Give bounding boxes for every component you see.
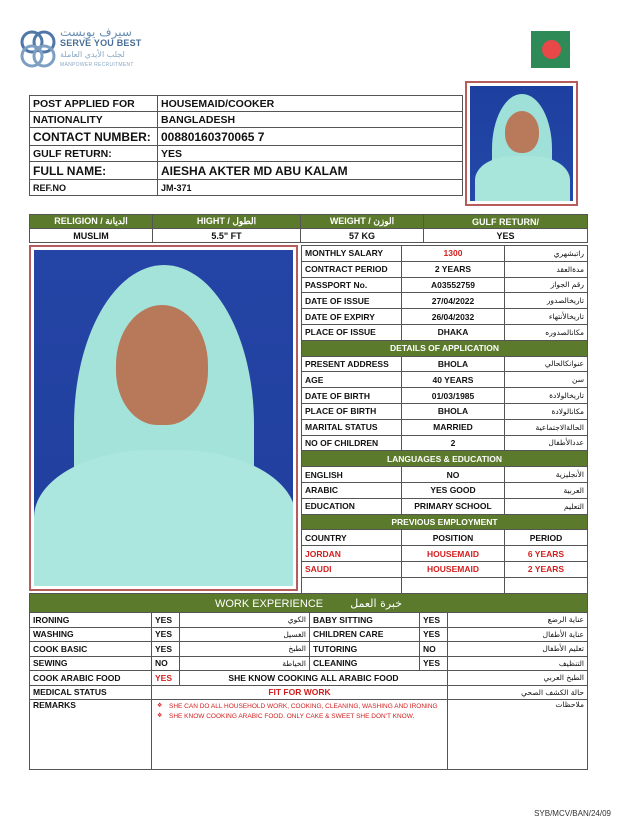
- detail-arabic-label: عنوانكالحالي: [505, 356, 588, 372]
- medical-arabic: حالة الكشف الصحي: [448, 685, 588, 700]
- detail-arabic-label: تاريخالصدور: [505, 293, 588, 309]
- info-row: [30, 162, 463, 180]
- employment-position: HOUSEMAID: [402, 561, 505, 577]
- work-experience-title-arabic: خبرة العمل: [350, 596, 403, 610]
- skill-arabic: عناية الأطفال: [448, 627, 588, 642]
- skill-label: TUTORING: [310, 642, 420, 657]
- detail-arabic-label: العربية: [505, 482, 588, 498]
- detail-label: DATE OF BIRTH: [302, 388, 402, 404]
- employment-country: JORDAN: [302, 546, 402, 562]
- detail-arabic-label: مدةالعقد: [505, 261, 588, 277]
- detail-label: PRESENT ADDRESS: [302, 356, 402, 372]
- medical-row: [30, 685, 588, 700]
- info-value: HOUSEMAID/COOKER: [158, 96, 463, 112]
- skill-arabic: تعليم الأطفال: [448, 642, 588, 657]
- detail-label: NO OF CHILDREN: [302, 435, 402, 451]
- detail-label: ARABIC: [302, 482, 402, 498]
- detail-label: ENGLISH: [302, 467, 402, 483]
- detail-row: [302, 261, 588, 277]
- employment-header-row: [302, 530, 588, 546]
- detail-label: AGE: [302, 372, 402, 388]
- employment-col-country: COUNTRY: [302, 530, 402, 546]
- detail-arabic-label: الأنجليزية: [505, 467, 588, 483]
- document-reference: SYB/MCV/BAN/24/09: [534, 809, 611, 818]
- skill-value: NO: [152, 656, 180, 671]
- info-label: NATIONALITY: [30, 112, 158, 128]
- work-experience-table: [29, 593, 588, 770]
- skill-label: CHILDREN CARE: [310, 627, 420, 642]
- religion-header: RELIGION / الديانة: [30, 215, 153, 229]
- detail-value: 2 YEARS: [402, 261, 505, 277]
- employment-row: [302, 561, 588, 577]
- detail-label: PASSPORT No.: [302, 277, 402, 293]
- portrait-small: [465, 81, 578, 206]
- detail-arabic-label: تاريخالولادة: [505, 388, 588, 404]
- detail-arabic-label: راتبشهري: [505, 246, 588, 262]
- work-skill-row: [30, 656, 588, 671]
- bangladesh-flag-icon: [531, 31, 570, 68]
- detail-value: DHAKA: [402, 324, 505, 340]
- info-label: POST APPLIED FOR: [30, 96, 158, 112]
- skill-value: YES: [152, 642, 180, 657]
- info-value: JM-371: [158, 180, 463, 196]
- remarks-arabic: ملاحظات: [448, 700, 588, 770]
- detail-row: [302, 324, 588, 340]
- detail-value: 40 YEARS: [402, 372, 505, 388]
- employment-period: 2 YEARS: [505, 561, 588, 577]
- detail-label: PLACE OF BIRTH: [302, 403, 402, 419]
- info-label: REF.NO: [30, 180, 158, 196]
- info-label: FULL NAME:: [30, 162, 158, 180]
- skill-value: YES: [420, 613, 448, 628]
- skill-value: YES: [420, 656, 448, 671]
- detail-value: YES GOOD: [402, 482, 505, 498]
- detail-arabic-label: مكانالصدوره: [505, 324, 588, 340]
- languages-section-header: LANGUAGES & EDUCATION: [302, 451, 588, 467]
- logo-arabic-text: سيرف يوبست: [60, 25, 132, 39]
- detail-row: [302, 356, 588, 372]
- detail-row: [302, 277, 588, 293]
- detail-row: [302, 482, 588, 498]
- detail-row: [302, 293, 588, 309]
- detail-arabic-label: الحالةالاجتماعية: [505, 419, 588, 435]
- detail-row: [302, 388, 588, 404]
- employment-col-position: POSITION: [402, 530, 505, 546]
- religion-value: MUSLIM: [30, 229, 153, 243]
- attributes-table: [29, 214, 588, 243]
- skill-value: NO: [420, 642, 448, 657]
- height-value: 5.5" FT: [153, 229, 301, 243]
- logo-english-text: SERVE YOU BEST: [60, 38, 142, 48]
- info-row: [30, 180, 463, 196]
- detail-row: [302, 467, 588, 483]
- cook-arabic-value: YES: [152, 671, 180, 686]
- skill-value: YES: [152, 627, 180, 642]
- detail-label: MARITAL STATUS: [302, 419, 402, 435]
- skill-value: YES: [152, 613, 180, 628]
- attributes-value-row: [30, 229, 588, 243]
- detail-arabic-label: مكانالولادة: [505, 403, 588, 419]
- detail-value: 2: [402, 435, 505, 451]
- detail-row: [302, 498, 588, 514]
- skill-label: COOK BASIC: [30, 642, 152, 657]
- info-value: YES: [158, 146, 463, 162]
- remarks-list: [155, 700, 444, 724]
- weight-value: 57 KG: [301, 229, 424, 243]
- skill-arabic: الكوي: [180, 613, 310, 628]
- skill-value: YES: [420, 627, 448, 642]
- work-skill-row: [30, 642, 588, 657]
- work-experience-title: WORK EXPERIENCE: [214, 597, 324, 610]
- skill-arabic: التنظيف: [448, 656, 588, 671]
- info-value: AIESHA AKTER MD ABU KALAM: [158, 162, 463, 180]
- skill-label: CLEANING: [310, 656, 420, 671]
- details-table: [301, 245, 588, 594]
- application-section-header: DETAILS OF APPLICATION: [302, 340, 588, 356]
- detail-value: PRIMARY SCHOOL: [402, 498, 505, 514]
- logo-arabic-subtitle: لجلب الأيدي العاملة: [60, 50, 125, 59]
- cook-arabic-arabic: الطبخ العربي: [448, 671, 588, 686]
- cook-arabic-note: SHE KNOW COOKING ALL ARABIC FOOD: [180, 671, 448, 686]
- detail-arabic-label: رقم الجواز: [505, 277, 588, 293]
- detail-arabic-label: تاريخالأنتهاء: [505, 309, 588, 325]
- work-experience-header: [30, 594, 588, 613]
- info-row: [30, 128, 463, 146]
- skill-label: SEWING: [30, 656, 152, 671]
- info-row: [30, 146, 463, 162]
- cook-arabic-row: [30, 671, 588, 686]
- gulf-return-header: GULF RETURN/: [424, 215, 588, 229]
- detail-row: [302, 309, 588, 325]
- logo-emblem-icon: [18, 28, 58, 72]
- detail-label: DATE OF EXPIRY: [302, 309, 402, 325]
- detail-arabic-label: التعليم: [505, 498, 588, 514]
- detail-arabic-label: عددالأطفال: [505, 435, 588, 451]
- detail-value: BHOLA: [402, 403, 505, 419]
- remark-item: ❖ SHE KNOW COOKING ARABIC FOOD. ONLY CAKE & SWEET SHE DON'T KNOW.: [155, 712, 444, 721]
- employment-empty-row: [302, 577, 588, 593]
- detail-value: MARRIED: [402, 419, 505, 435]
- medical-value: FIT FOR WORK: [152, 685, 448, 700]
- detail-value: 26/04/2032: [402, 309, 505, 325]
- attributes-header-row: [30, 215, 588, 229]
- employment-position: HOUSEMAID: [402, 546, 505, 562]
- info-value: BANGLADESH: [158, 112, 463, 128]
- detail-label: MONTHLY SALARY: [302, 246, 402, 262]
- detail-row: [302, 246, 588, 262]
- employment-row: [302, 546, 588, 562]
- detail-value: NO: [402, 467, 505, 483]
- skill-label: IRONING: [30, 613, 152, 628]
- remark-item: ❖ SHE CAN DO ALL HOUSEHOLD WORK, COOKING, CLEANING, WASHING AND IRONING: [155, 702, 444, 711]
- employment-section-header: PREVIOUS EMPLOYMENT: [302, 514, 588, 530]
- info-row: [30, 96, 463, 112]
- weight-header: WEIGHT / الوزن: [301, 215, 424, 229]
- remarks-label: REMARKS: [30, 700, 152, 770]
- detail-arabic-label: سن: [505, 372, 588, 388]
- employment-col-period: PERIOD: [505, 530, 588, 546]
- gulf-return-value: YES: [424, 229, 588, 243]
- employment-period: 6 YEARS: [505, 546, 588, 562]
- detail-value: A03552759: [402, 277, 505, 293]
- skill-arabic: الغسيل: [180, 627, 310, 642]
- detail-value: 1300: [402, 246, 505, 262]
- detail-value: 01/03/1985: [402, 388, 505, 404]
- skill-label: WASHING: [30, 627, 152, 642]
- skill-arabic: الطبخ: [180, 642, 310, 657]
- skill-label: BABY SITTING: [310, 613, 420, 628]
- detail-label: CONTRACT PERIOD: [302, 261, 402, 277]
- skill-arabic: عناية الرضع: [448, 613, 588, 628]
- candidate-info-table: [29, 95, 463, 196]
- detail-row: [302, 403, 588, 419]
- logo-tagline: MANPOWER RECRUITMENT: [60, 62, 134, 68]
- employment-country: SAUDI: [302, 561, 402, 577]
- work-skill-row: [30, 613, 588, 628]
- detail-label: DATE OF ISSUE: [302, 293, 402, 309]
- detail-label: EDUCATION: [302, 498, 402, 514]
- company-logo: [18, 26, 158, 76]
- info-row: [30, 112, 463, 128]
- cook-arabic-label: COOK ARABIC FOOD: [30, 671, 152, 686]
- detail-row: [302, 372, 588, 388]
- info-value: 00880160370065 7: [158, 128, 463, 146]
- detail-label: PLACE OF ISSUE: [302, 324, 402, 340]
- portrait-large: [29, 245, 298, 591]
- skill-arabic: الخياطة: [180, 656, 310, 671]
- work-skill-row: [30, 627, 588, 642]
- remarks-row: [30, 700, 588, 770]
- remarks-content: [152, 700, 448, 770]
- info-label: CONTACT NUMBER:: [30, 128, 158, 146]
- detail-row: [302, 419, 588, 435]
- detail-value: BHOLA: [402, 356, 505, 372]
- detail-value: 27/04/2022: [402, 293, 505, 309]
- height-header: HIGHT / الطول: [153, 215, 301, 229]
- medical-label: MEDICAL STATUS: [30, 685, 152, 700]
- info-label: GULF RETURN:: [30, 146, 158, 162]
- detail-row: [302, 435, 588, 451]
